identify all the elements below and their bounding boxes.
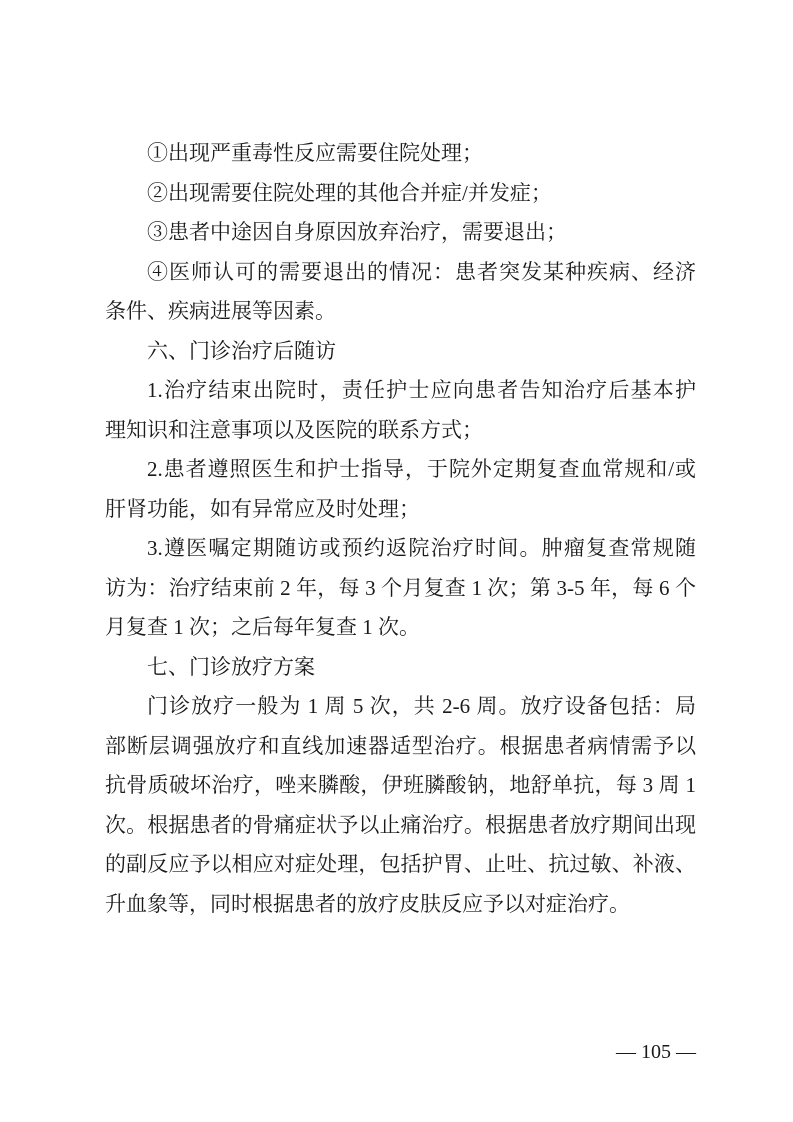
- text-line: ①出现严重毒性反应需要住院处理；: [147, 141, 483, 165]
- text-line: 3.遵医嘱定期随访或预约返院治疗时间。肿瘤复查常规随: [147, 536, 696, 560]
- text-line: 次。根据患者的骨痛症状予以止痛治疗。根据患者放疗期间出现: [105, 812, 696, 837]
- text-line: 条件、疾病进展等因素。: [105, 299, 336, 323]
- text-line: ④医师认可的需要退出的情况：患者突发某种疾病、经济: [147, 259, 696, 284]
- document-body: [105, 134, 696, 924]
- text-line: 1.治疗结束出院时，责任护士应向患者告知治疗后基本护: [147, 378, 696, 402]
- text-line: 升血象等，同时根据患者的放疗皮肤反应予以对症治疗。: [105, 891, 630, 916]
- text-line: 肝肾功能，如有异常应及时处理；: [105, 496, 420, 521]
- text-line: 七、门诊放疗方案: [147, 654, 315, 679]
- text-line: 理知识和注意事项以及医院的联系方式；: [105, 417, 483, 442]
- text-line: 六、门诊治疗后随访: [147, 338, 336, 363]
- text-line: 抗骨质破坏治疗，唑来膦酸，伊班膦酸钠，地舒单抗，每 3 周 1: [105, 773, 696, 797]
- text-line: 部断层调强放疗和直线加速器适型治疗。根据患者病情需予以: [105, 733, 696, 758]
- page-number: — 105 —: [616, 1041, 696, 1063]
- text-line: 2.患者遵照医生和护士指导，于院外定期复查血常规和/或: [147, 457, 696, 481]
- text-line: 访为：治疗结束前 2 年，每 3 个月复查 1 次；第 3-5 年，每 6 个: [105, 575, 696, 600]
- text-line: ②出现需要住院处理的其他合并症/并发症；: [147, 180, 552, 205]
- text-line: 月复查 1 次；之后每年复查 1 次。: [105, 615, 420, 639]
- text-line: 门诊放疗一般为 1 周 5 次，共 2-6 周。放疗设备包括：局: [147, 694, 696, 718]
- text-line: ③患者中途因自身原因放弃治疗，需要退出；: [147, 220, 567, 244]
- text-line: 的副反应予以相应对症处理，包括护胃、止吐、抗过敏、补液、: [105, 852, 696, 876]
